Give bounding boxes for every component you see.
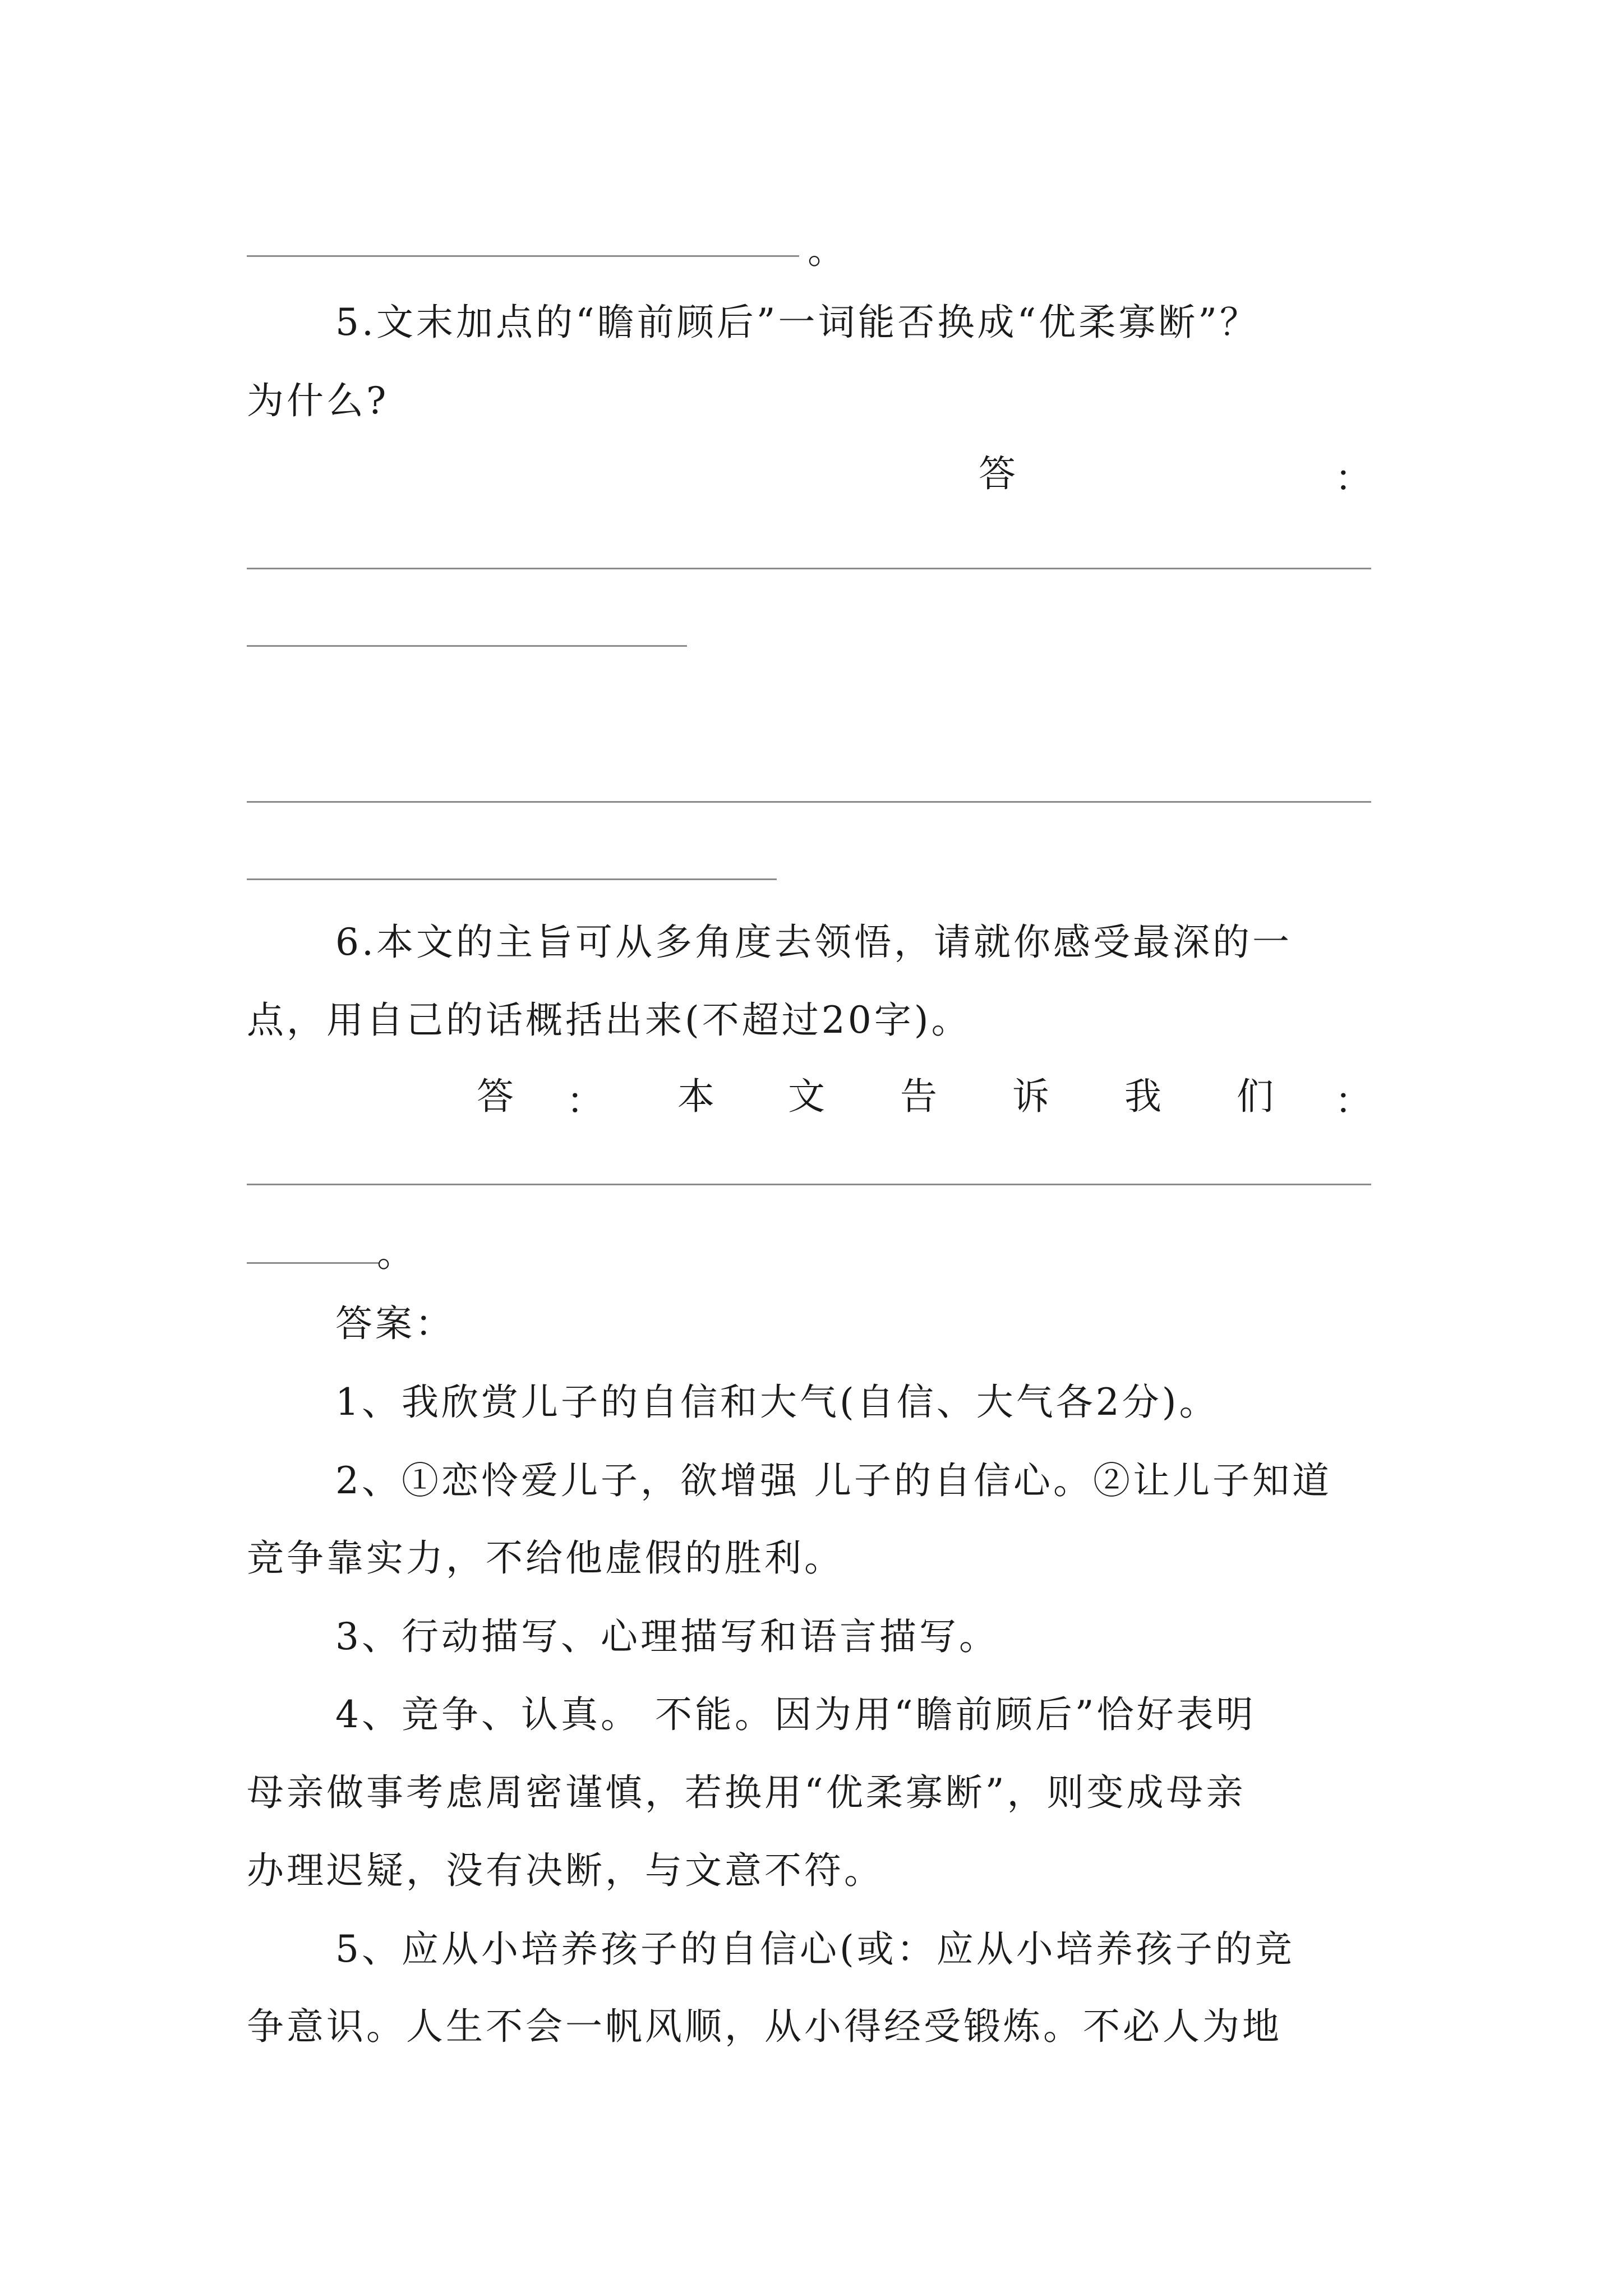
question-6-answer-char-5: 告 bbox=[900, 1075, 937, 1118]
question-6-answer-char-2: ： bbox=[566, 1079, 603, 1122]
question-6-answer-char-8: 们 bbox=[1237, 1075, 1274, 1118]
answer-2-line-2: 竞争靠实力，不给他虚假的胜利。 bbox=[247, 1536, 844, 1580]
question-6-line-1: 6.本文的主旨可从多角度去领悟，请就你感受最深的一 bbox=[335, 921, 1292, 964]
answer-5-line-2: 争意识。人生不会一帆风顺，从小得经受锻炼。不必人为地 bbox=[247, 2005, 1282, 2048]
answer-blank-line bbox=[247, 1184, 1371, 1185]
question-6-answer-char-9: ： bbox=[1335, 1079, 1372, 1122]
answer-3: 3、行动描写、心理描写和语言描写。 bbox=[335, 1615, 999, 1658]
answer-blank-line bbox=[247, 801, 1371, 803]
answer-1: 1、我欣赏儿子的自信和大气(自信、大气各2分)。 bbox=[335, 1381, 1219, 1424]
answer-blank-line bbox=[247, 878, 777, 880]
answer-2-line-1: 2、①恋怜爱儿子，欲增强 儿子的自信心。②让儿子知道 bbox=[335, 1459, 1332, 1502]
answer-4-line-3: 办理迟疑，没有决断，与文意不符。 bbox=[247, 1849, 884, 1892]
answer-5-line-1: 5、应从小培养孩子的自信心(或：应从小培养孩子的竞 bbox=[335, 1927, 1295, 1971]
question-5-line-2: 为什么? bbox=[247, 379, 389, 422]
question-6-answer-char-1: 答 bbox=[477, 1075, 514, 1118]
answer-blank-line bbox=[247, 568, 1371, 569]
answer-blank-line bbox=[247, 255, 799, 257]
answer-blank-line bbox=[247, 645, 687, 647]
answer-blank-line bbox=[247, 1262, 379, 1264]
answer-4-line-2: 母亲做事考虑周密谨慎，若换用“优柔寡断”，则变成母亲 bbox=[247, 1771, 1246, 1814]
question-6-answer-char-7: 我 bbox=[1124, 1075, 1161, 1118]
question-6-answer-char-4: 文 bbox=[788, 1075, 825, 1118]
answers-heading: 答案： bbox=[335, 1302, 455, 1345]
q6-end-punctuation: 。 bbox=[377, 1232, 417, 1275]
question-5-answer-label: 答 bbox=[979, 452, 1016, 495]
answer-4-line-1: 4、竞争、认真。 不能。因为用“瞻前顾后”恰好表明 bbox=[335, 1693, 1256, 1736]
question-5-answer-colon: ： bbox=[1335, 457, 1372, 500]
question-6-line-2: 点，用自己的话概括出来(不超过20字)。 bbox=[247, 999, 971, 1042]
question-6-answer-char-6: 诉 bbox=[1012, 1075, 1049, 1118]
question-6-answer-char-3: 本 bbox=[677, 1075, 714, 1118]
q4-end-punctuation: 。 bbox=[808, 229, 847, 272]
question-5-line-1: 5.文末加点的“瞻前顾后”一词能否换成“优柔寡断”？ bbox=[335, 301, 1260, 344]
